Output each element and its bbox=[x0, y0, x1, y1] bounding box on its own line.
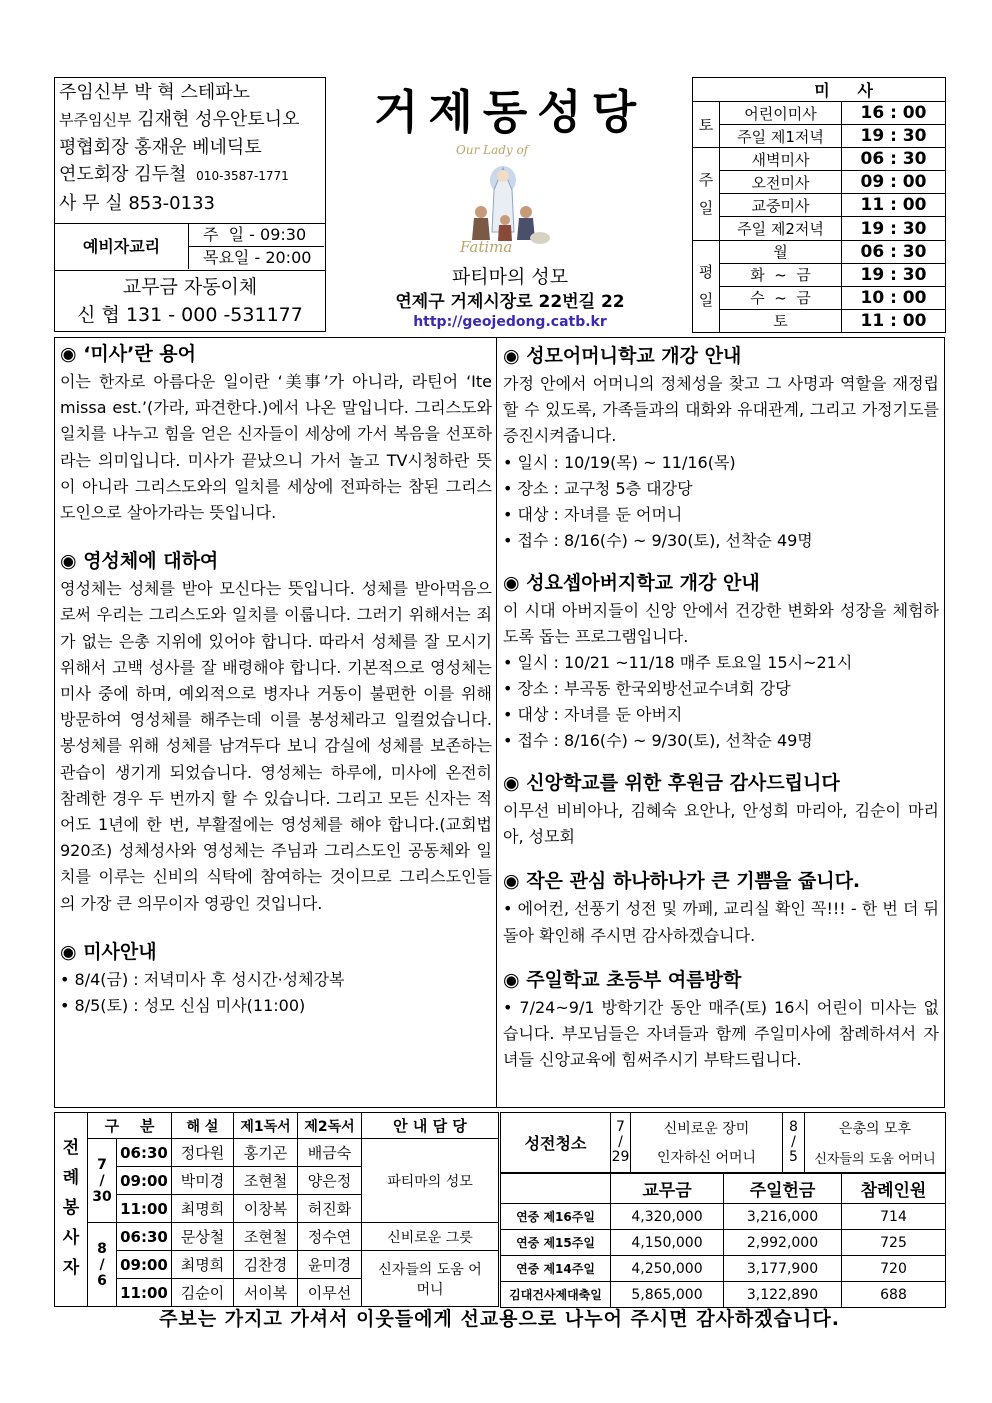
communion-body: 영성체는 성체를 받아 모신다는 뜻입니다. 성체를 받아먹음으로써 우리는 그리스도와 일치를 이룹니다. 그러기 위해서는 죄가 없는 은총 지위에 있어야 합니다. 따라서 성체를 잘 모시기 위해서 고백 성사를 잘 배령해야 합니다. 기본적으로 영성체는 미사 중에 하며, 예외적으로 병자나 거동이 불편한 이를 위해 방문하여 영성체를 해주는데 이를 봉성체라고 일컬었습니다. 봉성체를 위해 성체를 남겨두다 보니 감실에 성체를 보존하는 관습이 생기게 되었습니다. 영성체는 하루에, 미사에 온전히 참례한 경우 두 번까지 할 수 있습니다. 그리고 모든 신자는 적어도 1년에 한 번, 부활절에는 영성체를 해야 합니다.(교회법 920조) 성체성사와 영성체는 주님과 그리스도인 공동체와 일치를 이루는 신비의 식탁에 참여하는 것이므로 그리스도인들의 가장 큰 의무이자 영광인 것입니다. bbox=[60, 579, 492, 913]
liturgy-guide: 신자들의 도움 어머니 bbox=[362, 1251, 499, 1307]
mothers-item: • 일시 : 10/19(목) ~ 11/16(목) bbox=[503, 452, 736, 472]
finance-value: 2,992,000 bbox=[724, 1230, 842, 1256]
liturgy-header: 제2독서 bbox=[298, 1113, 362, 1139]
finance-value: 714 bbox=[842, 1204, 946, 1230]
liturgy-time: 09:00 bbox=[117, 1167, 172, 1195]
mass-row bbox=[693, 148, 946, 171]
liturgy-name: 이창복 bbox=[234, 1195, 298, 1223]
finance-row bbox=[501, 1230, 946, 1256]
finance-header-blank bbox=[501, 1174, 611, 1204]
liturgy-header-row bbox=[55, 1113, 499, 1139]
mass-time: 19 : 30 bbox=[842, 263, 946, 286]
finance-week: 김대건사제대축일 bbox=[501, 1282, 611, 1308]
mass-name: 새벽미사 bbox=[720, 148, 842, 171]
care-section bbox=[503, 866, 939, 948]
mass-time: 16 : 00 bbox=[842, 102, 946, 125]
mass-row bbox=[693, 102, 946, 125]
mass-time: 06 : 30 bbox=[842, 240, 946, 263]
cleaning-table bbox=[500, 1112, 946, 1173]
summer-title: ◉ 주일학교 초등부 여름방학 bbox=[503, 968, 742, 991]
assistant-pastor: 부주임신부 김재현 성우안토니오 bbox=[59, 109, 300, 130]
mass-row bbox=[693, 263, 946, 286]
image-caption-bottom: Fatima bbox=[460, 238, 513, 256]
liturgy-name: 양은정 bbox=[298, 1167, 362, 1195]
mass-name: 화 ~ 금 bbox=[720, 263, 842, 286]
liturgy-table bbox=[54, 1112, 499, 1307]
finance-header: 참례인원 bbox=[842, 1174, 946, 1204]
mass-day: 주 일 bbox=[693, 148, 720, 240]
mothers-item: • 대상 : 자녀를 둔 어머니 bbox=[503, 504, 683, 524]
liturgy-name: 서이복 bbox=[234, 1279, 298, 1307]
liturgy-header: 제1독서 bbox=[234, 1113, 298, 1139]
liturgy-name: 허진화 bbox=[298, 1195, 362, 1223]
mass-name: 수 ~ 금 bbox=[720, 286, 842, 309]
thanks-section bbox=[503, 768, 939, 850]
fathers-section bbox=[503, 568, 939, 754]
liturgy-row bbox=[55, 1251, 499, 1279]
cleaning-group: 인자하신 어머니 bbox=[631, 1143, 783, 1173]
fatima-image bbox=[448, 140, 558, 258]
finance-value: 4,150,000 bbox=[611, 1230, 724, 1256]
liturgy-name: 문상철 bbox=[172, 1223, 234, 1251]
fathers-item: • 대상 : 자녀를 둔 아버지 bbox=[503, 705, 683, 725]
finance-table bbox=[500, 1173, 946, 1308]
finance-row bbox=[501, 1256, 946, 1282]
summer-body: • 7/24~9/1 방학기간 동안 매주(토) 16시 어린이 미사는 없습니다. 부모님들은 자녀들과 함께 주일미사에 참례하셔서 자녀들 신앙교육에 힘써주시기 부탁드립니다. bbox=[503, 997, 939, 1070]
finance-value: 3,122,890 bbox=[724, 1282, 842, 1308]
donation-box bbox=[54, 270, 326, 332]
mass-row bbox=[693, 125, 946, 148]
finance-value: 688 bbox=[842, 1282, 946, 1308]
liturgy-name: 박미경 bbox=[172, 1167, 234, 1195]
cleaning-label: 성전청소 bbox=[501, 1113, 611, 1173]
patron-name: 파티마의 성모 bbox=[451, 266, 569, 288]
fathers-item: • 장소 : 부곡동 한국외방선교수녀회 강당 bbox=[503, 679, 791, 699]
liturgy-guide: 파티마의 성모 bbox=[362, 1139, 499, 1223]
cleaning-date: 8 / 5 bbox=[783, 1113, 805, 1173]
thanks-body: 이무선 비비아나, 김혜숙 요안나, 안성희 마리아, 김순이 마리아, 성모회 bbox=[503, 801, 939, 847]
mass-row bbox=[693, 217, 946, 240]
communion-section bbox=[60, 546, 492, 917]
finance-row bbox=[501, 1204, 946, 1230]
summer-section bbox=[503, 965, 939, 1074]
finance-header-row bbox=[501, 1174, 946, 1204]
mothers-body: 가정 안에서 어머니의 정체성을 찾고 그 사명과 역할을 재정립할 수 있도록, 가족들과의 대화와 유대관계, 그리고 가정기도를 증진시켜줍니다. bbox=[503, 374, 939, 446]
council-president: 평협회장 홍재운 베네딕토 bbox=[59, 137, 262, 158]
liturgy-header: 안 내 담 당 bbox=[362, 1113, 499, 1139]
liturgy-time: 09:00 bbox=[117, 1251, 172, 1279]
mass-name: 주일 제1저녁 bbox=[720, 125, 842, 148]
missa-title: ◉ ‘미사’란 용어 bbox=[60, 343, 197, 365]
mass-row bbox=[693, 309, 946, 332]
mass-schedule bbox=[692, 77, 945, 333]
care-title: ◉ 작은 관심 하나하나가 큰 기쁨을 줍니다. bbox=[503, 870, 861, 893]
senior-president: 연도회장 김두철 010-3587-1771 bbox=[59, 164, 289, 185]
mass-time: 09 : 00 bbox=[842, 171, 946, 194]
liturgy-name: 배금숙 bbox=[298, 1139, 362, 1167]
mothers-section bbox=[503, 341, 939, 554]
care-body: • 에어컨, 선풍기 성전 및 까페, 교리실 확인 꼭!!! - 한 번 더 뒤돌아 확인해 주시면 감사하겠습니다. bbox=[503, 899, 939, 945]
mass-name: 교중미사 bbox=[720, 194, 842, 217]
catechumen-thursday: 목요일 - 20:00 bbox=[203, 248, 312, 267]
liturgy-time: 06:30 bbox=[117, 1223, 172, 1251]
mass-row bbox=[693, 194, 946, 217]
liturgy-name: 최명희 bbox=[172, 1195, 234, 1223]
donation-title: 교무금 자동이체 bbox=[122, 276, 258, 298]
mass-title: 미 사 bbox=[693, 78, 946, 102]
liturgy-name: 조현철 bbox=[234, 1223, 298, 1251]
liturgy-time: 06:30 bbox=[117, 1139, 172, 1167]
mass-day: 평 일 bbox=[693, 240, 720, 332]
liturgy-header: 해 설 bbox=[172, 1113, 234, 1139]
finance-value: 4,250,000 bbox=[611, 1256, 724, 1282]
catechumen-sunday: 주 일 - 09:30 bbox=[189, 224, 324, 247]
mass-row bbox=[693, 171, 946, 194]
fathers-item: • 일시 : 10/21 ~11/18 매주 토요일 15시~21시 bbox=[503, 653, 853, 673]
mass-name: 오전미사 bbox=[720, 171, 842, 194]
church-title: 거제동성당 bbox=[373, 85, 647, 139]
liturgy-name: 정다원 bbox=[172, 1139, 234, 1167]
liturgy-row bbox=[55, 1139, 499, 1167]
liturgy-name: 윤미경 bbox=[298, 1251, 362, 1279]
cleaning-and-finance bbox=[500, 1112, 945, 1306]
finance-value: 720 bbox=[842, 1256, 946, 1282]
mass-notice-item: • 8/4(금) : 저녁미사 후 성시간·성체강복 bbox=[60, 969, 345, 989]
mass-time: 19 : 30 bbox=[842, 217, 946, 240]
footer-note: 주보는 가지고 가셔서 이웃들에게 선교용으로 나누어 주시면 감사하겠습니다. bbox=[159, 1308, 840, 1330]
mothers-title: ◉ 성모어머니학교 개강 안내 bbox=[503, 345, 742, 367]
liturgy-time: 11:00 bbox=[117, 1279, 172, 1307]
finance-value: 5,865,000 bbox=[611, 1282, 724, 1308]
finance-header: 교무금 bbox=[611, 1174, 724, 1204]
mass-time: 06 : 30 bbox=[842, 148, 946, 171]
fathers-item: • 접수 : 8/16(수) ~ 9/30(토), 선착순 49명 bbox=[503, 731, 813, 751]
catechumen-box bbox=[54, 223, 326, 271]
liturgy-date: 7 / 30 bbox=[88, 1139, 117, 1223]
mass-time: 10 : 00 bbox=[842, 286, 946, 309]
mass-time: 11 : 00 bbox=[842, 309, 946, 332]
finance-row bbox=[501, 1282, 946, 1308]
liturgy-side-label: 전 례 봉 사 자 bbox=[55, 1113, 88, 1307]
fathers-title: ◉ 성요셉아버지학교 개강 안내 bbox=[503, 571, 760, 594]
cleaning-group: 신비로운 장미 bbox=[631, 1113, 783, 1143]
catechumen-label: 예비자교리 bbox=[55, 224, 189, 269]
liturgy-name: 홍기곤 bbox=[234, 1139, 298, 1167]
left-column bbox=[60, 339, 492, 1019]
finance-week: 연중 제16주일 bbox=[501, 1204, 611, 1230]
thanks-title: ◉ 신앙학교를 위한 후원금 감사드립니다 bbox=[503, 772, 840, 795]
liturgy-date: 8 / 6 bbox=[88, 1223, 117, 1307]
liturgy-time: 11:00 bbox=[117, 1195, 172, 1223]
finance-week: 연중 제14주일 bbox=[501, 1256, 611, 1282]
image-caption-top: Our Lady of bbox=[456, 143, 529, 157]
mass-day: 토 bbox=[693, 102, 720, 148]
finance-value: 4,320,000 bbox=[611, 1204, 724, 1230]
mass-notice-item: • 8/5(토) : 성모 신심 미사(11:00) bbox=[60, 995, 306, 1015]
donation-account: 신 협 131 - 000 -531177 bbox=[77, 304, 303, 326]
liturgy-servers bbox=[54, 1112, 498, 1306]
right-column bbox=[503, 341, 939, 1073]
liturgy-name: 정수연 bbox=[298, 1223, 362, 1251]
mass-time: 19 : 30 bbox=[842, 125, 946, 148]
clergy-box bbox=[54, 77, 326, 224]
missa-section bbox=[60, 339, 492, 526]
cleaning-group: 은총의 모후 bbox=[805, 1113, 946, 1143]
finance-value: 725 bbox=[842, 1230, 946, 1256]
communion-title: ◉ 영성체에 대하여 bbox=[60, 550, 219, 573]
mothers-item: • 접수 : 8/16(수) ~ 9/30(토), 선착순 49명 bbox=[503, 530, 813, 550]
mothers-item: • 장소 : 교구청 5층 대강당 bbox=[503, 478, 693, 498]
liturgy-name: 조현철 bbox=[234, 1167, 298, 1195]
mass-notice-section bbox=[60, 937, 492, 1019]
liturgy-guide: 신비로운 그릇 bbox=[362, 1223, 499, 1251]
mass-name: 토 bbox=[720, 309, 842, 332]
mass-name: 월 bbox=[720, 240, 842, 263]
church-address: 연제구 거제시장로 22번길 22 bbox=[395, 292, 625, 312]
missa-body: 이는 한자로 아름다운 일이란 ‘美事’가 아니라, 라틴어 ‘Ite missa est.’(가라, 파견한다.)에서 나온 말입니다. 그리스도와 일치를 나누고 힘을 얻은 신자들이 세상에 가서 복음을 선포하라는 의미입니다. 미사가 끝났으니 가서 놀고 TV시청하란 뜻이 아니라 그리스도와의 일치를 세상에 전파하는 참된 그리스도인으로 살아가라는 뜻입니다. bbox=[60, 372, 492, 523]
church-url[interactable]: http://geojedong.catb.kr bbox=[413, 314, 607, 330]
liturgy-name: 김찬경 bbox=[234, 1251, 298, 1279]
liturgy-name: 김순이 bbox=[172, 1279, 234, 1307]
mass-time: 11 : 00 bbox=[842, 194, 946, 217]
mass-name: 어린이미사 bbox=[720, 102, 842, 125]
liturgy-row bbox=[55, 1223, 499, 1251]
liturgy-header: 구 분 bbox=[88, 1113, 172, 1139]
cleaning-date: 7 / 29 bbox=[611, 1113, 631, 1173]
pastor: 주임신부 박 혁 스테파노 bbox=[59, 82, 251, 103]
office-phone: 사 무 실 853-0133 bbox=[59, 193, 215, 214]
fathers-body: 이 시대 아버지들이 신앙 안에서 건강한 변화와 성장을 체험하도록 돕는 프로그램입니다. bbox=[503, 600, 939, 646]
body-divider bbox=[496, 337, 497, 1108]
mass-name: 주일 제2저녁 bbox=[720, 217, 842, 240]
finance-header: 주일헌금 bbox=[724, 1174, 842, 1204]
mass-table bbox=[692, 77, 946, 333]
cleaning-group: 신자들의 도움 어머니 bbox=[805, 1143, 946, 1173]
finance-value: 3,177,900 bbox=[724, 1256, 842, 1282]
finance-week: 연중 제15주일 bbox=[501, 1230, 611, 1256]
mass-row bbox=[693, 286, 946, 309]
finance-value: 3,216,000 bbox=[724, 1204, 842, 1230]
liturgy-name: 이무선 bbox=[298, 1279, 362, 1307]
liturgy-name: 최명희 bbox=[172, 1251, 234, 1279]
mass-row bbox=[693, 240, 946, 263]
mass-notice-title: ◉ 미사안내 bbox=[60, 940, 157, 963]
